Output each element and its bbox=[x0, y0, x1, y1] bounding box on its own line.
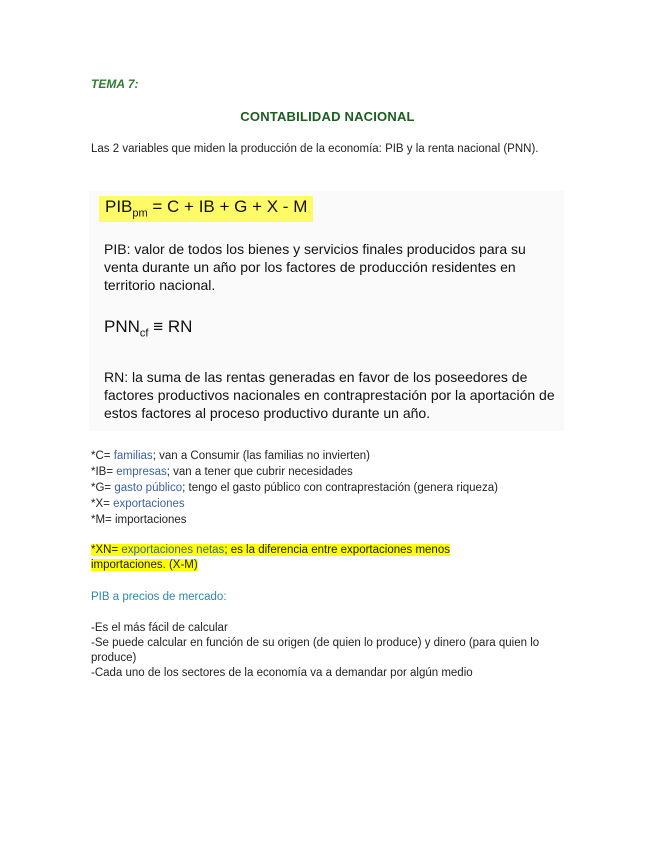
pib-formula-sub: pm bbox=[132, 207, 148, 220]
list-item: -Cada uno de los sectores de la economía va a demandar por algún medio bbox=[91, 667, 473, 679]
component-prefix: *C= bbox=[91, 450, 114, 462]
market-prices-heading: PIB a precios de mercado: bbox=[91, 591, 227, 603]
market-prices-list bbox=[91, 621, 566, 681]
component-prefix: *IB= bbox=[91, 466, 117, 478]
pnn-formula bbox=[104, 317, 192, 339]
component-rest: ; van a tener que cubrir necesidades bbox=[166, 466, 353, 478]
list-item: -Es el más fácil de calcular bbox=[91, 622, 228, 634]
pnn-formula-sub: cf bbox=[139, 327, 149, 340]
list-item: -Se puede calcular en función de su origen (de quien lo produce) y dinero (para quien lo produce) bbox=[91, 637, 540, 664]
component-term: empresas bbox=[116, 466, 167, 478]
pib-formula bbox=[99, 196, 313, 222]
component-term: exportaciones bbox=[113, 498, 185, 510]
pnn-formula-lhs: PNN bbox=[104, 317, 140, 336]
pib-definition: PIB: valor de todos los bienes y servicios finales producidos para su venta durante un año por los factores de producción residentes en territorio nacional. bbox=[104, 241, 526, 293]
definitions-figure bbox=[89, 191, 564, 431]
page-title: CONTABILIDAD NACIONAL bbox=[240, 109, 415, 124]
pib-formula-lhs: PIB bbox=[105, 197, 133, 216]
intro-paragraph: Las 2 variables que miden la producción de la economía: PIB y la renta nacional (PNN). bbox=[91, 143, 539, 155]
component-term: familias bbox=[113, 450, 153, 462]
rn-definition: RN: la suma de las rentas generadas en favor de los poseedores de factores productivos nacionales en contraprestación por la aportación de estos factores al proceso productivo durante un año. bbox=[104, 369, 555, 421]
pnn-formula-rhs: ≡ RN bbox=[148, 317, 193, 336]
list-item bbox=[91, 448, 561, 464]
xn-rest: ; es la diferencia entre exportaciones menos importaciones. (X-M) bbox=[91, 544, 450, 571]
xn-highlight bbox=[91, 544, 450, 571]
component-prefix: *X= bbox=[91, 498, 114, 510]
component-prefix: *M= bbox=[91, 514, 115, 526]
list-item bbox=[91, 496, 561, 512]
topic-label: TEMA 7: bbox=[91, 77, 139, 91]
list-item bbox=[91, 480, 561, 496]
list-item bbox=[91, 464, 561, 480]
component-rest: ; tengo el gasto público con contraprestación (genera riqueza) bbox=[182, 482, 498, 494]
pib-formula-rhs: = C + IB + G + X - M bbox=[147, 197, 308, 216]
xn-prefix: *XN= bbox=[91, 544, 122, 556]
component-rest: importaciones bbox=[114, 514, 187, 526]
component-term: gasto público bbox=[114, 482, 183, 494]
component-prefix: *G= bbox=[91, 482, 115, 494]
net-exports-note bbox=[91, 543, 511, 573]
list-item bbox=[91, 512, 561, 528]
xn-term: exportaciones netas bbox=[121, 544, 225, 556]
component-rest: ; van a Consumir (las familias no invierten) bbox=[152, 450, 370, 462]
components-list bbox=[91, 448, 561, 528]
